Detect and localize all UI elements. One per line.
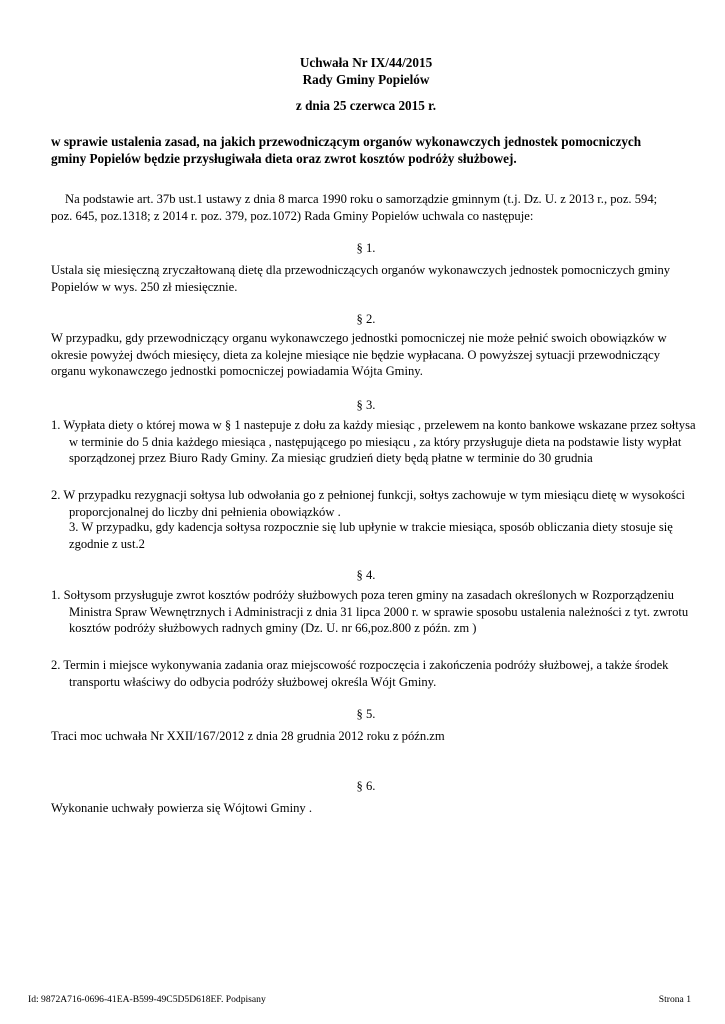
footer-page-number: Strona 1 (658, 994, 691, 1005)
resolution-subject: w sprawie ustalenia zasad, na jakich przewodniczącym organów wykonawczych jednostek pomocniczych gminy Popielów będzie przysługiwała dieta oraz zwrot kosztów podróży służbowej. (51, 134, 642, 166)
section-3-item-3: 3. W przypadku, gdy kadencja sołtysa rozpocznie się lub upłynie w trakcie miesiąca, sposób obliczania diety stosuje się zgodnie z ust.2 (69, 520, 673, 551)
title-line-2: Rady Gminy Popielów (302, 72, 430, 87)
section-4-heading: § 4. (356, 568, 376, 582)
section-4-item-1: 1. Sołtysom przysługuje zwrot kosztów podróży służbowych poza teren gminy na zasadach określonych w Rozporządzeniu Ministra Spraw Wewnętrznych i Administracji z dnia 31 lipca 2000 r. w sprawie sposobu ustalenia należności z tyt. zwrotu kosztów podróży służbowych radnych gminy (Dz. U. nr 66,poz.800 z późn. zm ) (51, 588, 689, 635)
section-1-heading: § 1. (356, 241, 376, 255)
section-3-item-2: 2. W przypadku rezygnacji sołtysa lub odwołania go z pełnionej funkcji, sołtys zachowuje w tym miesiącu dietę w wysokości proporcjonalnej do liczby dni pełnienia obowiązków . (51, 488, 685, 519)
document-title (51, 54, 681, 88)
preamble: Na podstawie art. 37b ust.1 ustawy z dnia 8 marca 1990 roku o samorządzie gminnym (t.j. Dz. U. z 2013 r., poz. 594; poz. 645, poz.1318; z 2014 r. poz. 379, poz.1072) Rada Gminy Popielów uchwala co następuje: (51, 192, 658, 223)
section-5-text: Traci moc uchwała Nr XXII/167/2012 z dnia 28 grudnia 2012 roku z późn.zm (51, 729, 445, 743)
section-1-text: Ustala się miesięczną zryczałtowaną dietę dla przewodniczących organów wykonawczych jednostek pomocniczych gminy Popielów w wys. 250 zł miesięcznie. (51, 263, 671, 294)
section-2-text: W przypadku, gdy przewodniczący organu wykonawczego jednostki pomocniczej nie może pełnić swoich obowiązków w okresie powyżej dwóch miesięcy, dieta za kolejne miesiące nie będzie wypłacana. O powyższej sytuacji przewodniczący organu wykonawczego jednostki pomocniczej powiadamia Wójta Gminy. (51, 331, 667, 378)
section-6-text: Wykonanie uchwały powierza się Wójtowi Gminy . (51, 801, 312, 815)
section-3-item-1: 1. Wypłata diety o której mowa w § 1 nastepuje z dołu za każdy miesiąc , przelewem na konto bankowe wskazane przez sołtysa w terminie do 5 dnia każdego miesiąca , następującego po miesiącu , za który przysługuje dieta na podstawie listy wypłat sporządzonej przez Biuro Rady Gminy. Za miesiąc grudzień diety będą płatne w terminie do 30 grudnia (51, 418, 696, 465)
section-6-heading: § 6. (356, 779, 376, 793)
section-3-heading: § 3. (356, 398, 376, 412)
section-2-heading: § 2. (356, 312, 376, 326)
footer-document-id: Id: 9872A716-0696-41EA-B599-49C5D5D618EF. Podpisany (28, 994, 266, 1005)
section-5-heading: § 5. (356, 707, 376, 721)
section-4-item-2: 2. Termin i miejsce wykonywania zadania oraz miejscowość rozpoczęcia i zakończenia podróży służbowej, a także środek transportu właściwy do odbycia podróży służbowej określa Wójt Gminy. (51, 658, 669, 689)
title-line-1: Uchwała Nr IX/44/2015 (299, 55, 433, 70)
resolution-date: z dnia 25 czerwca 2015 r. (295, 98, 437, 113)
